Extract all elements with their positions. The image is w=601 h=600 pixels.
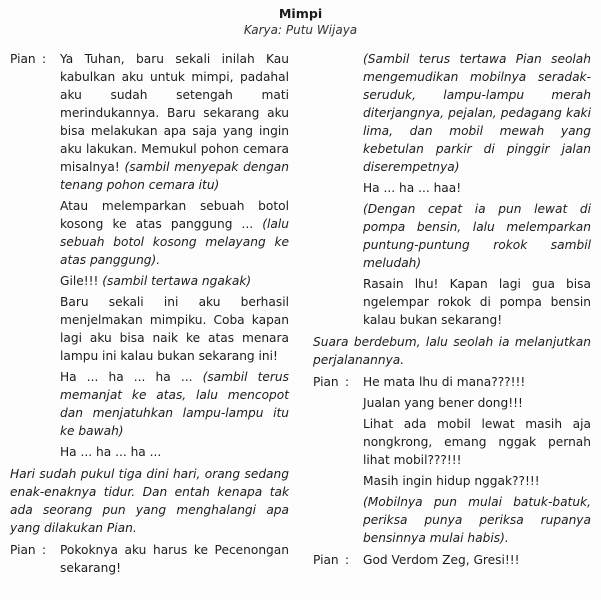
- author-line: Karya: Putu Wijaya: [243, 23, 358, 37]
- page-title: Mimpi: [278, 6, 323, 21]
- dialogue-text: Pokoknya aku harus ke Pecenongan sekarang!: [60, 543, 289, 575]
- narration: Suara berdebum, lalu seolah ia melanjutkan perjalanannya.: [313, 335, 591, 367]
- dialogue-text: Lihat ada mobil lewat masih aja nongkrong, emang nggak pernah lihat mobil???!!!: [363, 417, 591, 467]
- dialogue-text: Rasain lhu! Kapan lagi gua bisa ngelempar rokok di pompa bensin kalau bukan sekarang!: [363, 277, 591, 327]
- dialogue-paragraph: [60, 272, 289, 290]
- stage-direction: (sambil tertawa ngakak): [102, 274, 252, 288]
- speaker-colon: :: [345, 375, 350, 389]
- stage-direction: (sambil menyepak dengan tenang pohon cemara itu): [60, 160, 289, 192]
- speaker-label: Pian: [313, 375, 339, 389]
- speaker-label: Pian: [10, 543, 36, 557]
- dialogue-text: Ya Tuhan, baru sekali inilah Kau kabulkan aku untuk mimpi, padahal aku sudah setengah mati merindukannya. Baru sekarang aku bisa melakukan apa saja yang ingin aku lakukan. Memukul pohon cemara misalnya!: [60, 52, 289, 174]
- dialogue-text: Ha ... ha ... ha ...: [60, 370, 193, 384]
- dialogue-text: Gile!!!: [60, 274, 99, 288]
- dialogue-text: Baru sekali ini aku berhasil menjelmakan mimpiku. Coba kapan lagi aku bisa naik ke atas menara lampu ini kalau bukan sekarang ini!: [60, 295, 289, 363]
- speaker-label: Pian: [313, 553, 339, 567]
- stage-direction: (Mobilnya pun mulai batuk-batuk, periksa punya periksa rupanya bensinnya mulai habis).: [363, 495, 591, 545]
- speech-block: [363, 551, 591, 569]
- dialogue-paragraph: [60, 443, 289, 461]
- right-column: [313, 50, 591, 569]
- dialogue-text: Masih ingin hidup nggak??!!!: [363, 474, 540, 488]
- speaker-colon: :: [42, 52, 47, 66]
- stage-direction: (Dengan cepat ia pun lewat di pompa bensin, lalu melemparkan puntung-puntung rokok sambil meludah): [363, 202, 591, 270]
- header: [0, 6, 601, 38]
- dialogue-paragraph: [60, 368, 289, 440]
- speech-block: [60, 541, 289, 577]
- dialogue-paragraph: [60, 293, 289, 365]
- dialogue-text: Atau melemparkan sebuah botol kosong ke atas panggung ...: [60, 199, 289, 231]
- dialogue-entry: [313, 551, 591, 569]
- dialogue-text: He mata lhu di mana???!!!: [363, 375, 526, 389]
- dialogue-entry: [10, 50, 289, 461]
- dialogue-text: Jualan yang bener dong!!!: [363, 396, 523, 410]
- speaker-label: Pian: [10, 52, 36, 66]
- narration: Hari sudah pukul tiga dini hari, orang sedang enak-enaknya tidur. Dan entah kenapa tak ada seorang pun yang menghalangi apa yang dilakukan Pian.: [10, 467, 289, 535]
- dialogue-paragraph: [60, 197, 289, 269]
- left-column: [10, 50, 289, 577]
- speaker-colon: :: [345, 553, 350, 567]
- speaker-colon: :: [42, 543, 47, 557]
- dialogue-entry: [313, 373, 591, 547]
- dialogue-entry: [10, 541, 289, 577]
- stage-direction: (lalu sebuah botol kosong melayang ke atas panggung).: [60, 217, 289, 267]
- continued-speech: [313, 50, 591, 329]
- dialogue-text: God Verdom Zeg, Gresi!!!: [363, 553, 520, 567]
- stage-direction: (sambil terus memanjat ke atas, lalu mencopot dan menjatuhkan lampu-lampu itu ke bawah): [60, 370, 290, 438]
- stage-direction: (Sambil terus tertawa Pian seolah mengemudikan mobilnya seradak-seruduk, lampu-lampu merah diterjangnya, pejalan, pedagang kaki lima, dan mobil mewah yang kebetulan parkir di pinggir jalan diserempetnya): [363, 52, 591, 174]
- dialogue-paragraph: [60, 50, 289, 194]
- speech-block: [60, 50, 289, 461]
- dialogue-text: Ha ... ha ... ha ...: [60, 445, 162, 459]
- speech-block: [363, 373, 591, 547]
- dialogue-text: Ha ... ha ... haa!: [363, 181, 462, 195]
